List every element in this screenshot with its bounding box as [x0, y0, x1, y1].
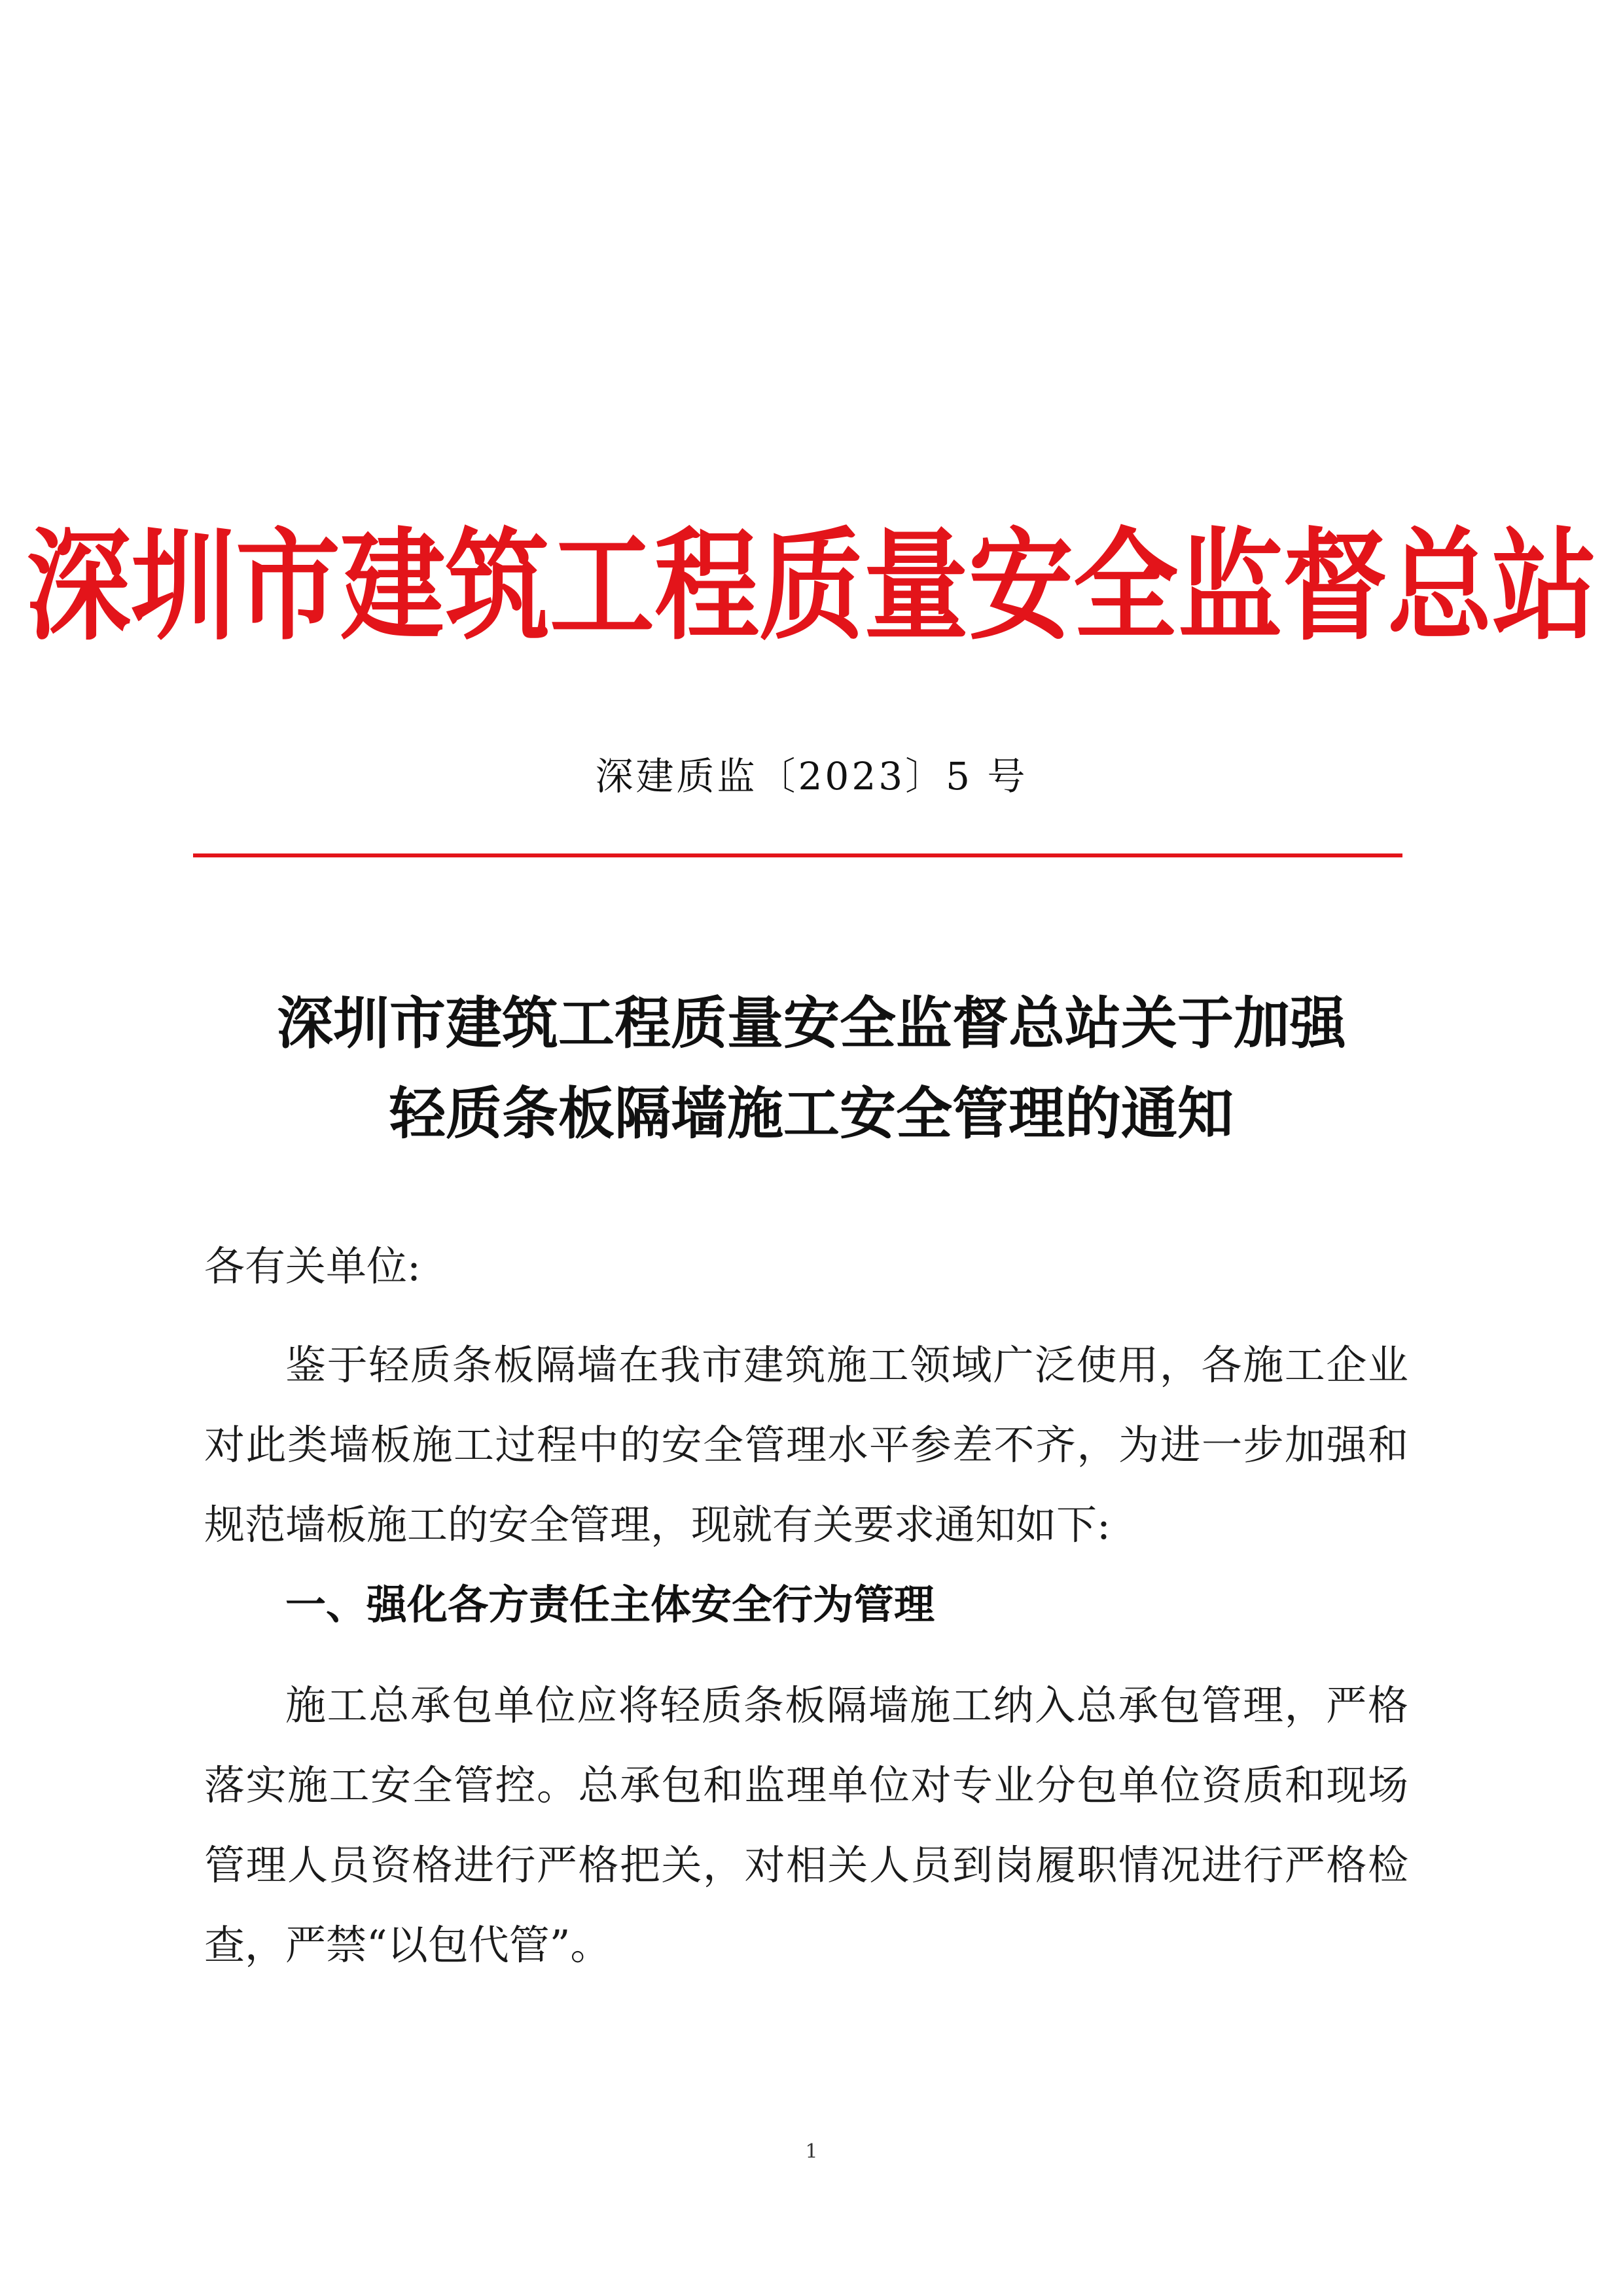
- red-divider-line: [193, 853, 1402, 857]
- page-number: 1: [805, 2140, 818, 2163]
- section-1-heading: 一、强化各方责任主体安全行为管理: [285, 1581, 935, 1628]
- notice-title: [164, 978, 1459, 1159]
- intro-paragraph: 鉴于轻质条板隔墙在我市建筑施工领域广泛使用，各施工企业对此类墙板施工过程中的安全管理水平参差不齐，为进一步加强和规范墙板施工的安全管理，现就有关要求通知如下:: [204, 1341, 1408, 1549]
- salutation: 各有关单位:: [204, 1242, 421, 1290]
- notice-title-line-2: 轻质条板隔墙施工安全管理的通知: [389, 1081, 1234, 1147]
- section-1-paragraph: 施工总承包单位应将轻质条板隔墙施工纳入总承包管理，严格落实施工安全管控。总承包和监理单位对专业分包单位资质和现场管理人员资格进行严格把关，对相关人员到岗履职情况进行严格检查，严禁“以包代管”。: [204, 1681, 1408, 1969]
- notice-title-line-1: 深圳市建筑工程质量安全监督总站关于加强: [277, 991, 1346, 1056]
- document-number: 深建质监〔2023〕5 号: [595, 754, 1028, 798]
- agency-red-header: 深圳市建筑工程质量安全监督总站: [26, 514, 1597, 657]
